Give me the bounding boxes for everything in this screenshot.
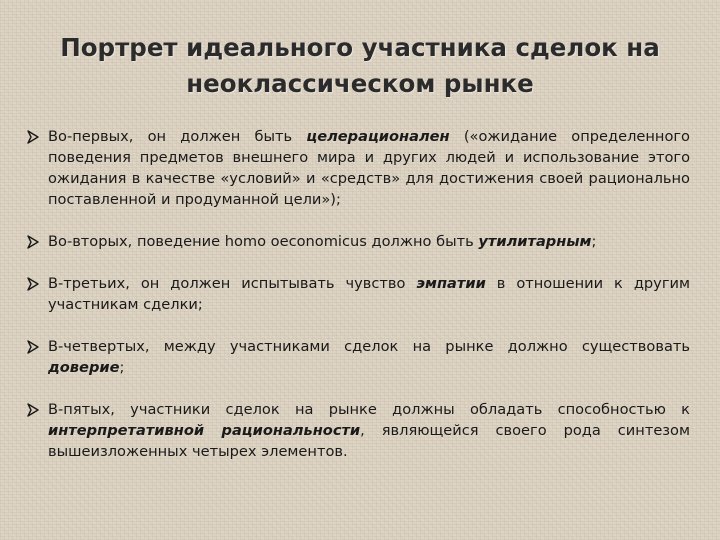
list-item: [26, 126, 690, 210]
bullet-text: , он должен испытывать чувство: [125, 275, 417, 292]
bullet-emphasis: утилитарным: [478, 233, 592, 250]
bullet-lead: Во-первых: [48, 128, 129, 145]
bullet-lead: В-четвертых,: [48, 338, 150, 355]
list-item: [26, 273, 690, 315]
bullet-emphasis: интерпретативной рациональности: [48, 422, 361, 439]
arrow-bullet-icon: [26, 127, 42, 144]
arrow-bullet-icon: [26, 337, 42, 354]
arrow-bullet-icon: [26, 400, 42, 417]
slide-title: [40, 30, 680, 102]
arrow-bullet-icon: [26, 274, 42, 291]
bullet-lead: В-пятых: [48, 401, 111, 418]
bullet-text: , он должен быть: [128, 128, 307, 145]
list-item: [26, 336, 690, 378]
bullet-text: , поведение homo oeconomicus должно быть: [127, 233, 479, 250]
bullet-text: в отношении к другим участникам сделки;: [48, 275, 690, 313]
bullet-text: , являющейся своего рода синтезом вышеизложенных четырех элементов.: [48, 422, 690, 460]
bullet-list: [26, 126, 690, 462]
bullet-emphasis: эмпатии: [416, 275, 486, 292]
bullet-lead: Во-вторых: [48, 233, 128, 250]
list-item: [26, 399, 690, 462]
list-item: [26, 231, 690, 252]
bullet-text: («ожидание определенного поведения предметов внешнего мира и других людей и использование этого ожидания в качестве «условий» и «средств» для достижения своей рационально поставленной и продуманной цели»);: [48, 128, 690, 208]
bullet-text: ;: [119, 359, 125, 376]
bullet-text: между участниками сделок на рынке должно существовать: [149, 338, 690, 355]
bullet-text: , участники сделок на рынке должны обладать способностью к: [110, 401, 690, 418]
bullet-lead: В-третьих: [48, 275, 126, 292]
slide-title-line-2: неоклассическом рынке: [186, 69, 534, 98]
arrow-bullet-icon: [26, 232, 42, 249]
bullet-text: ;: [591, 233, 597, 250]
bullet-emphasis: целерационален: [306, 128, 450, 145]
slide-title-line-1: Портрет идеального участника сделок на: [60, 33, 660, 62]
bullet-emphasis: доверие: [48, 359, 120, 376]
